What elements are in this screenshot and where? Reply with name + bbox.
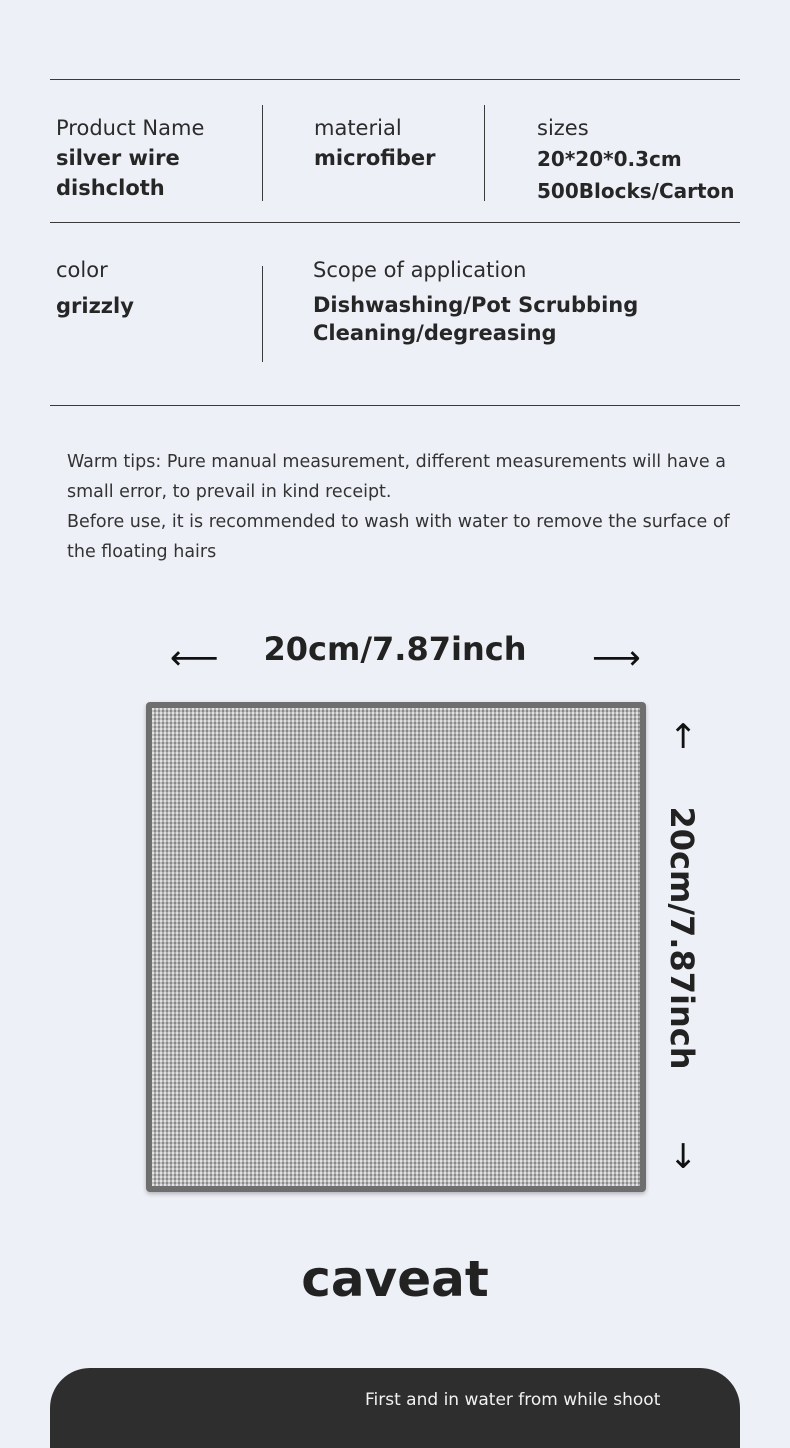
warm-tips-wash: Before use, it is recommended to wash with water to remove the surface of the floating hairs: [67, 512, 730, 562]
dishcloth-image: [146, 702, 646, 1192]
spec-sizes: [537, 113, 787, 207]
spec-label: sizes: [537, 116, 589, 140]
arrow-up-icon: ↑: [669, 717, 698, 757]
spec-label: Scope of application: [313, 258, 527, 282]
spec-value: microfiber: [314, 146, 436, 170]
spec-divider: [262, 266, 263, 362]
spec-value: Dishwashing/Pot Scrubbing Cleaning/degreasing: [313, 293, 639, 345]
spec-value: silver wire dishcloth: [56, 146, 180, 200]
arrow-left-icon: ⟵: [170, 638, 219, 678]
spec-table-bottom-rule: [50, 405, 740, 406]
spec-label: color: [56, 258, 108, 282]
height-dimension-label: 20cm/7.87inch: [663, 806, 701, 1070]
spec-product-name: [56, 113, 256, 203]
spec-table-top-rule: [50, 79, 740, 80]
spec-scope-of-application: [313, 255, 733, 347]
spec-label: material: [314, 116, 402, 140]
arrow-right-icon: ⟶: [592, 638, 641, 678]
warm-tips-measurement: Warm tips: Pure manual measurement, different measurements will have a small error, to prevail in kind receipt.: [67, 452, 726, 502]
bottom-banner-text: First and in water from while shoot: [365, 1390, 661, 1410]
spec-value: grizzly: [56, 294, 134, 318]
spec-color: [56, 255, 256, 321]
spec-table-middle-rule: [50, 222, 740, 223]
spec-material: [314, 113, 479, 173]
spec-value: 20*20*0.3cm 500Blocks/Carton: [537, 147, 735, 203]
section-heading: caveat: [301, 1250, 489, 1308]
arrow-down-icon: ↓: [669, 1137, 698, 1177]
spec-divider: [262, 105, 263, 201]
width-dimension-label: 20cm/7.87inch: [263, 630, 527, 668]
warm-tips: [67, 447, 747, 567]
spec-divider: [484, 105, 485, 201]
spec-label: Product Name: [56, 116, 205, 140]
